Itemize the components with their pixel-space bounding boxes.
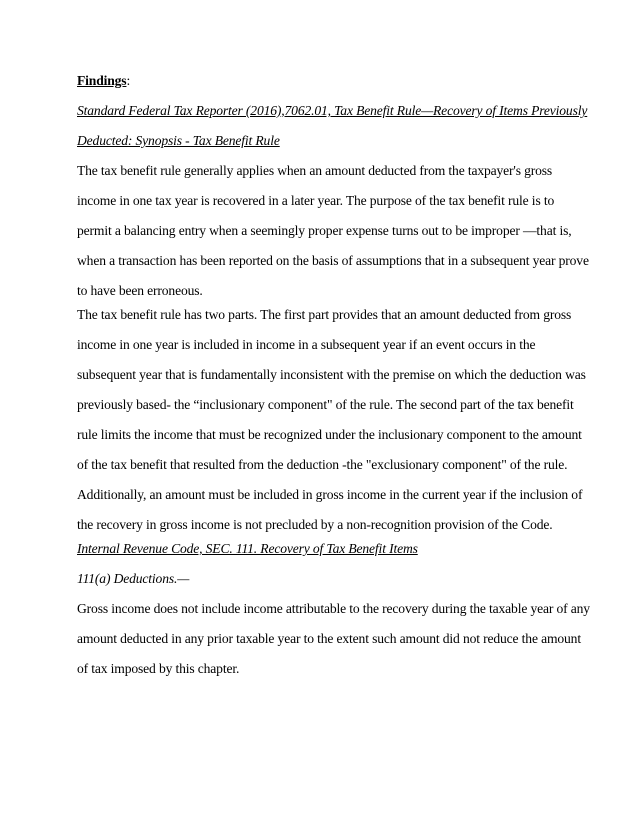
- paragraph-3-line: of tax imposed by this chapter.: [77, 661, 240, 676]
- findings-heading-line: [77, 73, 130, 89]
- paragraph-1-line: The tax benefit rule generally applies when an amount deducted from the taxpayer's gross: [77, 163, 553, 178]
- citation-2: Internal Revenue Code, SEC. 111. Recovery of Tax Benefit Items: [77, 541, 418, 556]
- paragraph-1-line: when a transaction has been reported on the basis of assumptions that in a subsequent year prove: [77, 253, 589, 268]
- paragraph-2-line: the recovery in gross income is not precluded by a non-recognition provision of the Code.: [77, 517, 553, 532]
- paragraph-2-line: The tax benefit rule has two parts. The first part provides that an amount deducted from gross: [77, 307, 572, 322]
- paragraph-2-line: income in one year is included in income in a subsequent year if an event occurs in the: [77, 337, 536, 352]
- paragraph-2-line: of the tax benefit that resulted from the deduction -the "exclusionary component" of the rule.: [77, 457, 568, 472]
- citation-1-line-2: Deducted: Synopsis - Tax Benefit Rule: [77, 133, 280, 148]
- paragraph-2-line: subsequent year that is fundamentally inconsistent with the premise on which the deduction was: [77, 367, 586, 382]
- paragraph-2-line: previously based- the “inclusionary component" of the rule. The second part of the tax benefit: [77, 397, 574, 412]
- subsection-heading: 111(a) Deductions.—: [77, 571, 190, 586]
- citation-1-line-1: Standard Federal Tax Reporter (2016),7062.01, Tax Benefit Rule—Recovery of Items Previously: [77, 103, 588, 118]
- paragraph-3-line: amount deducted in any prior taxable year to the extent such amount did not reduce the amount: [77, 631, 581, 646]
- findings-heading: Findings: [77, 73, 127, 88]
- paragraph-3-line: Gross income does not include income attributable to the recovery during the taxable year of any: [77, 601, 590, 616]
- paragraph-1-line: to have been erroneous.: [77, 283, 203, 298]
- paragraph-2-line: Additionally, an amount must be included in gross income in the current year if the inclusion of: [77, 487, 583, 502]
- paragraph-1-line: permit a balancing entry when a seemingly proper expense turns out to be improper —that is,: [77, 223, 572, 238]
- paragraph-2-line: rule limits the income that must be recognized under the inclusionary component to the amount: [77, 427, 582, 442]
- findings-colon: :: [126, 73, 131, 88]
- paragraph-1-line: income in one tax year is recovered in a later year. The purpose of the tax benefit rule is to: [77, 193, 555, 208]
